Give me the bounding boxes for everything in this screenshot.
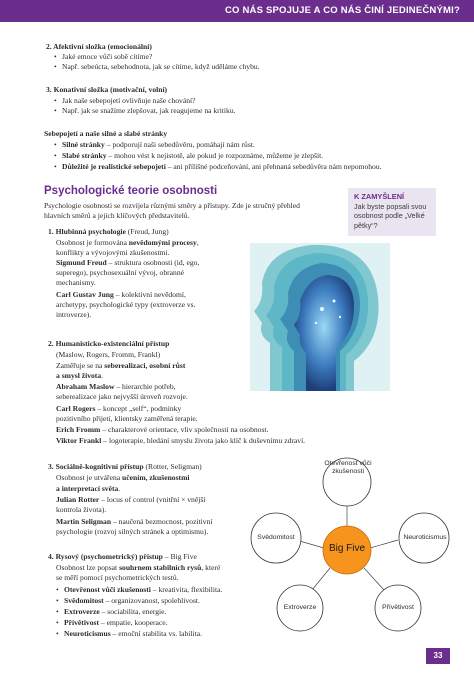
reflection-box [348,188,436,236]
text-line: se měří pomocí psychometrických testů. [56,573,179,582]
text-line: Julian Rotter – locus of control (vnitřní × vnější [56,495,206,504]
text-line: introverze). [56,310,92,319]
list-item: • Otevřenost vůči zkušenosti – kreativita, flexibilita. [56,585,223,594]
node-conscientiousness: Svědomitost [257,534,295,541]
list-item: • Jak naše sebepojetí ovlivňuje naše chování? [54,96,196,105]
page-header [0,0,474,22]
section-title: Psychologické teorie osobnosti [44,185,218,197]
list-item: • Např. jak se snažíme zlepšovat, jak reagujeme na kritiku. [54,106,236,115]
text-line: Osobnost je formována nevědomými procesy, [56,238,199,247]
header-title: CO NÁS SPOJUJE A CO NÁS ČINÍ JEDINEČNÝMI? [224,5,460,16]
text-line: seberealizace jako nejvyšší úroveň rozvoje. [56,392,188,401]
list-item: • Přívětivost – empatie, kooperace. [56,618,168,627]
text-line: Sigmund Freud – struktura osobnosti (id, ego, [56,258,200,267]
text-line: Viktor Frankl – logoterapie, hledání smyslu života jako klíč k duševnímu zdraví. [56,436,306,445]
reflection-title: K ZAMYŠLENÍ [354,192,405,201]
text-line: kontrola života). [56,505,107,514]
list-item: • Svědomitost – organizovanost, spolehlivost. [56,596,200,605]
afektivni-heading: 2. Afektivní složka (emocionální) [46,42,152,51]
text-line: konflikty a vývojovými zkušenostmi. [56,248,170,257]
text-line: superego), psychosexuální vývoj, obranné [56,268,185,277]
page-number: 33 [426,648,450,664]
list-item: • Neuroticismus – emoční stabilita vs. labilita. [56,629,203,638]
text-line: (Maslow, Rogers, Fromm, Frankl) [56,350,161,359]
text-line: Carl Gustav Jung – kolektivní nevědomí, [56,290,186,299]
list-item: • Např. sebeúcta, sebehodnota, jak se cítíme, když uděláme chybu. [54,62,260,71]
text-line: Erich Fromm – charakterové orientace, vliv společnosti na osobnost. [56,425,269,434]
list-item: • Důležité je realistické sebepojetí – ani přílišné podceňování, ani přehnaná sebedůvěra nám nepomohou. [54,162,382,171]
text-line: Zaměřuje se na seberealizaci, osobní růst [56,361,186,370]
text-line: mechanismy. [56,278,96,287]
text-line: pozitivního přijetí, klientsky zaměřená terapie. [56,414,198,423]
text-line: Osobnost lze popsat souhrnem stabilních rysů, které [56,563,221,572]
theory-heading: 3. Sociálně-kognitivní přístup (Rotter, Seligman) [48,462,202,471]
list-item: • Jaké emoce vůči sobě cítíme? [54,52,153,61]
section-intro-line: Psychologie osobnosti se rozvíjela různými směry a přístupy. Zde je stručný přehled [44,201,300,210]
list-item: • Slabé stránky – mohou vést k nejistotě, ale pokud je rozpoznáme, můžeme je zlepšit. [54,151,324,160]
konativni-heading: 3. Konativní složka (motivační, volní) [46,85,168,94]
big-five-center-label: Big Five [328,543,366,554]
section-intro-line: hlavních směrů a jejich klíčových představitelů. [44,211,190,220]
node-neuroticism: Neuroticismus [403,534,447,541]
theory-heading: 2. Humanisticko-existenciální přístup [48,339,170,348]
text-line: Carl Rogers – koncept „self“, podmínky [56,404,182,413]
theory-heading: 1. Hlubinná psychologie (Freud, Jung) [48,227,169,236]
text-line: archetypy, psychologické typy (extroverze vs. [56,300,196,309]
text-line: Osobnost je utvářena učením, zkušenostmi [56,473,190,482]
text-line: a smysl života. [56,371,104,380]
stranky-heading: Sebepojetí a naše silné a slabé stránky [44,129,168,138]
text-line: Abraham Maslow – hierarchie potřeb, [56,382,176,391]
node-agreeableness: Přívětivost [382,604,414,611]
theory-heading: 4. Rysový (psychometrický) přístup – Big Five [48,552,197,561]
node-extraversion: Extroverze [283,604,317,611]
text-line: psychologie (rozvoj silných stránek a optimismu). [56,527,209,536]
head-illustration [250,243,390,391]
list-item: • Silné stránky – podporují naši sebedůvěru, pomáhají nám růst. [54,140,255,149]
text-line: Martin Seligman – naučená bezmocnost, pozitivní [56,517,213,526]
node-openness: Otevřenost vůči zkušenosti [324,460,372,476]
reflection-text: Jak byste popsali svou osobnost podle „Velké pětky“? [354,202,427,230]
list-item: • Extroverze – sociabilita, energie. [56,607,167,616]
text-line: a interpretací světa. [56,484,121,493]
